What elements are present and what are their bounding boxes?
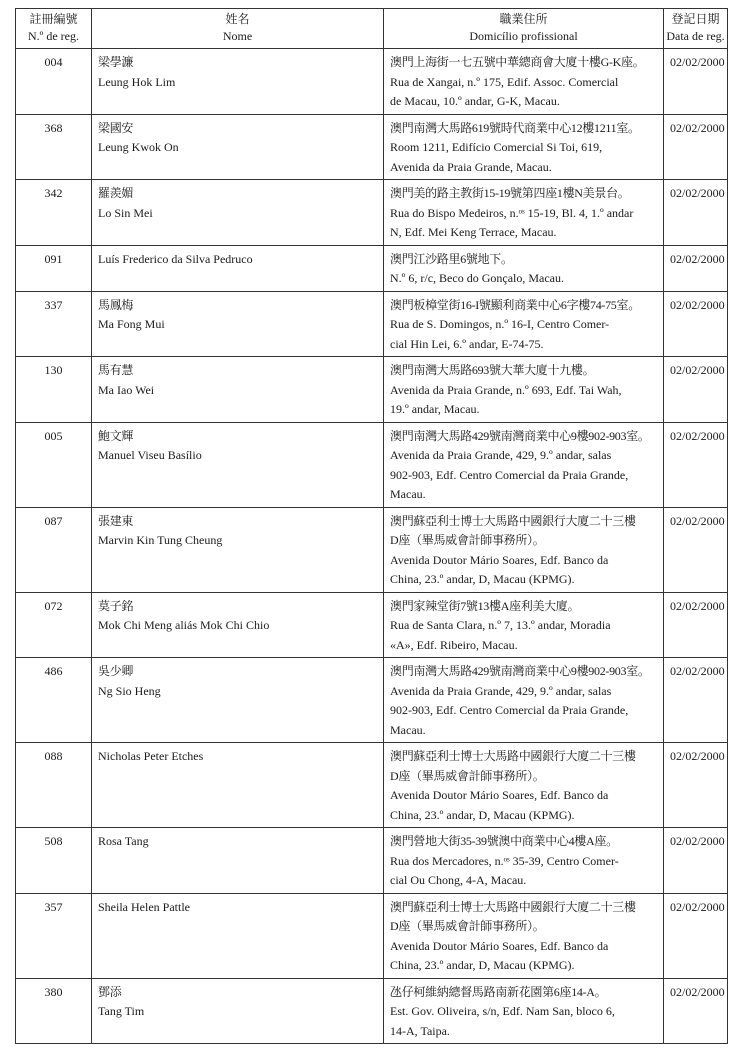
person-name-portuguese: Lo Sin Mei — [98, 205, 153, 220]
person-name-chinese: 鄧添 — [98, 984, 122, 999]
person-name-portuguese: Mok Chi Meng aliás Mok Chi Chio — [98, 618, 270, 632]
address-line: Avenida da Praia Grande, n.º 693, Edf. Tai Wah, — [390, 382, 622, 397]
table-row — [16, 245, 728, 291]
person-name-cell — [92, 291, 384, 357]
person-name-chinese: 梁學濂 — [98, 55, 134, 69]
address-line: N, Edf. Mei Keng Terrace, Macau. — [390, 225, 557, 239]
registration-date: 02/02/2000 — [664, 592, 728, 658]
registration-number: 486 — [16, 658, 92, 743]
professional-address-cell — [384, 658, 664, 743]
address-line: Rua de Xangai, n.º 175, Edif. Assoc. Comercial — [390, 74, 619, 89]
person-name-cell — [92, 357, 384, 423]
person-name-chinese: 莫子銘 — [98, 598, 134, 613]
person-name-chinese: 羅羨媚 — [98, 186, 134, 200]
registration-date: 02/02/2000 — [664, 658, 728, 743]
header-date-pt: Data de reg. — [666, 29, 725, 43]
registration-date: 02/02/2000 — [664, 245, 728, 291]
address-line: 澳門江沙路里6號地下。 — [390, 251, 513, 266]
registration-date: 02/02/2000 — [664, 180, 728, 246]
address-line: Avenida Doutor Mário Soares, Edf. Banco da — [390, 788, 609, 802]
address-line: D座（畢馬威會計師事務所）。 — [390, 768, 545, 783]
person-name-portuguese: Leung Kwok On — [98, 140, 179, 154]
address-line: 澳門南灣大馬路429號南灣商業中心9樓902-903室。 — [390, 664, 650, 678]
address-line: cial Hin Lei, 6.º andar, E-74-75. — [390, 336, 544, 351]
address-line: 澳門營地大街35-39號澳中商業中心4樓A座。 — [390, 834, 618, 848]
professional-address-cell — [384, 893, 664, 978]
professional-address-cell — [384, 49, 664, 115]
registration-number: 337 — [16, 291, 92, 357]
registration-date: 02/02/2000 — [664, 743, 728, 828]
address-line: 14-A, Taipa. — [390, 1023, 450, 1038]
registration-date: 02/02/2000 — [664, 291, 728, 357]
registration-number: 380 — [16, 978, 92, 1044]
address-line: Rua de Santa Clara, n.º 7, 13.º andar, Moradia — [390, 618, 611, 632]
registration-date: 02/02/2000 — [664, 357, 728, 423]
header-name-pt: Nome — [222, 29, 253, 43]
registration-date: 02/02/2000 — [664, 828, 728, 894]
person-name-portuguese: Manuel Viseu Basílio — [98, 448, 202, 462]
table-row — [16, 357, 728, 423]
address-line: Est. Gov. Oliveira, s/n, Edf. Nam San, bloco 6, — [390, 1004, 615, 1018]
header-name — [92, 9, 384, 49]
address-line: China, 23.º andar, D, Macau (KPMG). — [390, 958, 575, 972]
registration-number: 004 — [16, 49, 92, 115]
address-line: de Macau, 10.º andar, G-K, Macau. — [390, 94, 560, 108]
person-name-portuguese: Rosa Tang — [98, 834, 149, 848]
person-name-portuguese: Luís Frederico da Silva Pedruco — [98, 251, 253, 266]
person-name-cell — [92, 245, 384, 291]
address-line: China, 23.º andar, D, Macau (KPMG). — [390, 572, 575, 586]
professional-address-cell — [384, 592, 664, 658]
person-name-cell — [92, 422, 384, 507]
person-name-cell — [92, 180, 384, 246]
address-line: «A», Edf. Ribeiro, Macau. — [390, 637, 518, 652]
person-name-portuguese: Ma Fong Mui — [98, 317, 165, 331]
person-name-cell — [92, 507, 384, 592]
header-date — [664, 9, 728, 49]
registration-number: 357 — [16, 893, 92, 978]
professional-address-cell — [384, 180, 664, 246]
registration-number: 368 — [16, 114, 92, 180]
header-date-zh: 登記日期 — [671, 12, 720, 26]
professional-address-cell — [384, 743, 664, 828]
header-addr-pt: Domicílio profissional — [469, 29, 578, 43]
registration-date: 02/02/2000 — [664, 893, 728, 978]
address-line: 澳門蘇亞利士博士大馬路中國銀行大廈二十三樓 — [390, 899, 636, 914]
address-line: N.º 6, r/c, Beco do Gonçalo, Macau. — [390, 271, 564, 285]
registration-number: 087 — [16, 507, 92, 592]
person-name-cell — [92, 592, 384, 658]
address-line: Avenida Doutor Mário Soares, Edf. Banco da — [390, 552, 609, 567]
person-name-cell — [92, 828, 384, 894]
professional-address-cell — [384, 114, 664, 180]
address-line: 902-903, Edf. Centro Comercial da Praia Grande, — [390, 703, 629, 717]
table-row — [16, 592, 728, 658]
address-line: Macau. — [390, 722, 426, 737]
address-line: 澳門上海街一七五號中華總商會大廈十樓G-K座。 — [390, 55, 645, 69]
address-line: Avenida da Praia Grande, Macau. — [390, 159, 552, 174]
address-line: 澳門蘇亞利士博士大馬路中國銀行大廈二十三樓 — [390, 749, 636, 763]
professional-address-cell — [384, 978, 664, 1044]
person-name-portuguese: Ng Sio Heng — [98, 683, 161, 698]
address-line: 澳門南灣大馬路693號大華大廈十九樓。 — [390, 363, 595, 377]
registration-number: 130 — [16, 357, 92, 423]
header-name-zh: 姓名 — [225, 12, 250, 26]
address-line: Avenida da Praia Grande, 429, 9.º andar, salas — [390, 683, 612, 698]
person-name-portuguese: Nicholas Peter Etches — [98, 749, 204, 763]
registration-date: 02/02/2000 — [664, 114, 728, 180]
address-line: 902-903, Edf. Centro Comercial da Praia Grande, — [390, 467, 629, 482]
person-name-cell — [92, 49, 384, 115]
address-line: D座（畢馬威會計師事務所）。 — [390, 919, 545, 933]
registration-date: 02/02/2000 — [664, 978, 728, 1044]
table-row — [16, 49, 728, 115]
person-name-cell — [92, 743, 384, 828]
header-registration-number — [16, 9, 92, 49]
person-name-chinese: 吳少卿 — [98, 664, 134, 678]
table-row — [16, 658, 728, 743]
address-line: 19.º andar, Macau. — [390, 402, 480, 416]
person-name-portuguese: Leung Hok Lim — [98, 74, 176, 89]
address-line: 澳門美的路主教街15-19號第四座1樓N美景台。 — [390, 186, 630, 200]
table-row — [16, 180, 728, 246]
table-row — [16, 978, 728, 1044]
registration-number: 088 — [16, 743, 92, 828]
table-header-row — [16, 9, 728, 49]
table-row — [16, 422, 728, 507]
registration-number: 342 — [16, 180, 92, 246]
table-row — [16, 743, 728, 828]
address-line: 氹仔柯維納總督馬路南新花園第6座14-A。 — [390, 984, 607, 999]
registration-number: 005 — [16, 422, 92, 507]
registration-number: 072 — [16, 592, 92, 658]
header-address — [384, 9, 664, 49]
registration-number: 508 — [16, 828, 92, 894]
registry-table — [15, 8, 728, 1044]
person-name-chinese: 梁國安 — [98, 120, 134, 135]
person-name-cell — [92, 978, 384, 1044]
table-body — [16, 49, 728, 1044]
person-name-portuguese: Tang Tim — [98, 1004, 145, 1018]
professional-address-cell — [384, 507, 664, 592]
address-line: Rua do Bispo Medeiros, n.ᵒˢ 15-19, Bl. 4, 1.º andar — [390, 205, 634, 220]
person-name-cell — [92, 658, 384, 743]
registration-date: 02/02/2000 — [664, 507, 728, 592]
address-line: D座（畢馬威會計師事務所）。 — [390, 533, 545, 547]
address-line: 澳門南灣大馬路429號南灣商業中心9樓902-903室。 — [390, 428, 650, 443]
address-line: Avenida da Praia Grande, 429, 9.º andar, salas — [390, 448, 612, 462]
address-line: Rua dos Mercadores, n.ᵒˢ 35-39, Centro Comer- — [390, 853, 619, 868]
professional-address-cell — [384, 245, 664, 291]
professional-address-cell — [384, 291, 664, 357]
person-name-portuguese: Sheila Helen Pattle — [98, 899, 190, 914]
address-line: cial Ou Chong, 4-A, Macau. — [390, 873, 527, 887]
person-name-chinese: 馬鳳梅 — [98, 297, 134, 312]
person-name-chinese: 馬有慧 — [98, 363, 134, 377]
address-line: 澳門板樟堂街16-I號顯利商業中心6字樓74-75室。 — [390, 297, 640, 312]
professional-address-cell — [384, 422, 664, 507]
table-row — [16, 114, 728, 180]
person-name-portuguese: Ma Iao Wei — [98, 382, 155, 397]
address-line: 澳門家辣堂街7號13樓A座利美大廈。 — [390, 598, 580, 613]
address-line: Avenida Doutor Mário Soares, Edf. Banco da — [390, 938, 609, 953]
table-row — [16, 291, 728, 357]
table-row — [16, 828, 728, 894]
registration-date: 02/02/2000 — [664, 49, 728, 115]
address-line: Room 1211, Edifício Comercial Si Toi, 619, — [390, 140, 603, 154]
address-line: 澳門南灣大馬路619號時代商業中心12樓1211室。 — [390, 120, 640, 135]
header-addr-zh: 職業住所 — [499, 12, 548, 26]
address-line: Rua de S. Domingos, n.º 16-I, Centro Comer- — [390, 317, 610, 331]
person-name-cell — [92, 893, 384, 978]
table-row — [16, 893, 728, 978]
registration-number: 091 — [16, 245, 92, 291]
professional-address-cell — [384, 357, 664, 423]
table-row — [16, 507, 728, 592]
address-line: China, 23.º andar, D, Macau (KPMG). — [390, 807, 575, 822]
person-name-cell — [92, 114, 384, 180]
registration-date: 02/02/2000 — [664, 422, 728, 507]
address-line: Macau. — [390, 487, 426, 501]
person-name-chinese: 鮑文輝 — [98, 428, 134, 443]
professional-address-cell — [384, 828, 664, 894]
person-name-portuguese: Marvin Kin Tung Cheung — [98, 533, 223, 547]
header-num-zh: 註冊編號 — [29, 12, 78, 26]
person-name-chinese: 張建東 — [98, 513, 134, 528]
address-line: 澳門蘇亞利士博士大馬路中國銀行大廈二十三樓 — [390, 513, 636, 528]
header-num-pt: N.º de reg. — [27, 29, 80, 43]
